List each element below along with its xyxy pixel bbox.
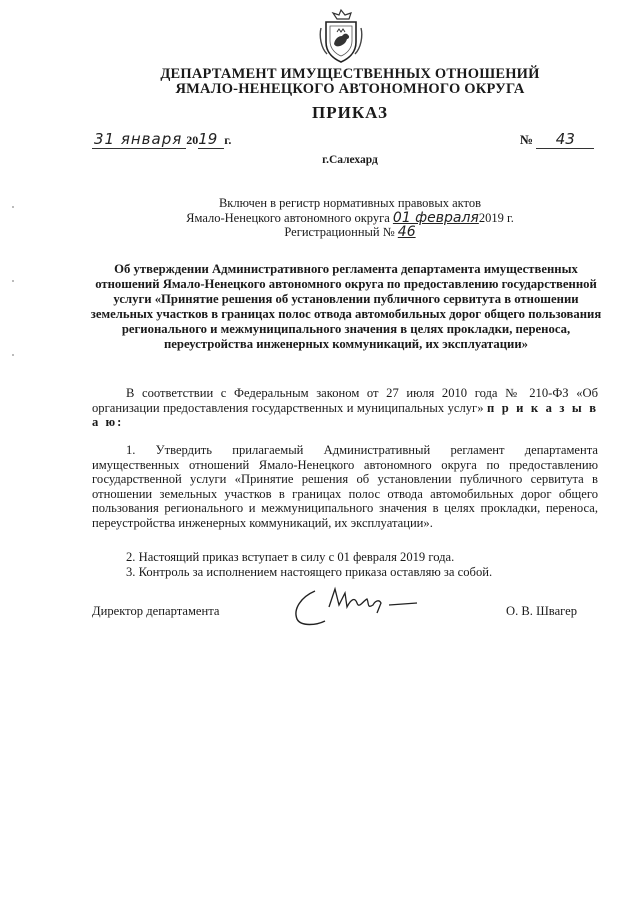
registration-region: Ямало-Ненецкого автономного округа [186,211,390,225]
handwritten-signature [285,583,455,631]
order-number-label: № [520,132,534,147]
order-item-2: 2. Настоящий приказ вступает в силу с 01 февраля 2019 года. [126,550,455,564]
order-keyword: п р и к а з ы в а ю: [92,400,598,429]
signer-role: Директор департамента [92,604,220,618]
order-date-day-month: 31 января [92,130,186,149]
basis-paragraph [92,386,598,430]
order-item-3: 3. Контроль за исполнением настоящего приказа оставляю за собой. [126,565,493,579]
order-date-year-suffix: 19 [198,130,224,149]
scan-speck [12,206,14,208]
document-type-title: ПРИКАЗ [312,103,388,122]
registration-date: 01 февраля [392,210,479,226]
order-date [92,130,231,149]
department-name-line2: ЯМАЛО-НЕНЕЦКОГО АВТОНОМНОГО ОКРУГА [175,81,525,97]
order-date-year-mark: г. [224,133,232,147]
order-item-1: 1. Утвердить прилагаемый Административный регламент департамента имущественных отношений Ямало-Ненецкого автономного округа по предоставлению государственной услуги «Принятие решения об установлении публичного сервитута в отношении земельных участков в границах полос отвода автомобильных дорог общего пользования регионального и межмуниципального значения в целях прокладки, переноса, переустройства инженерных коммуникаций, их эксплуатации». [92,443,598,530]
registration-number-label: Регистрационный № [284,225,395,239]
order-subject: Об утверждении Административного регламента департамента имущественных отношений Ямало-Ненецкого автономного округа по предоставлению государственной услуги «Принятие решения об установлении публичного сервитута в отношении земельных участков в границах полос отвода автомобильных дорог общего пользования регионального и межмуниципального значения в целях прокладки, переноса, переустройства инженерных коммуникаций, их эксплуатации» [90,262,602,351]
scan-speck [12,354,14,356]
department-name-line1: ДЕПАРТАМЕНТ ИМУЩЕСТВЕННЫХ ОТНОШЕНИЙ [160,66,540,82]
registration-number: 46 [397,224,416,240]
city-name: г.Салехард [322,154,378,166]
registration-line1: Включен в регистр нормативных правовых актов [218,196,482,210]
registration-year: 2019 г. [478,211,514,225]
coat-of-arms-icon [318,8,364,64]
signer-name: О. В. Швагер [506,604,578,618]
order-number [520,130,594,149]
scan-speck [12,280,14,282]
order-date-year-prefix: 20 [186,133,199,147]
basis-text: В соответствии с Федеральным законом от 27 июля 2010 года № 210-ФЗ «Об организации предоставления государственных и муниципальных услуг» [92,386,598,415]
registration-line3 [60,224,640,240]
order-number-value: 43 [536,130,594,149]
